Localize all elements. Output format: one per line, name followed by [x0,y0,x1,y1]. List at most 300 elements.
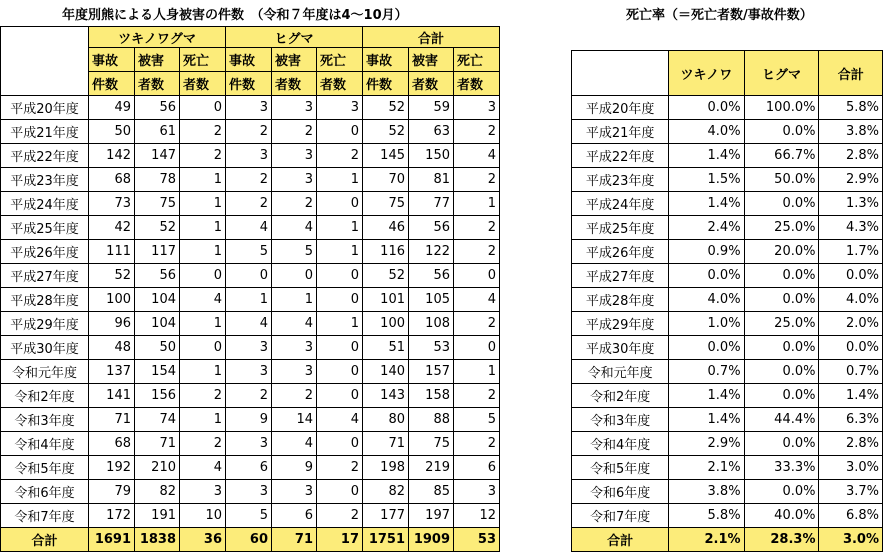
data-cell: 56 [409,264,454,288]
data-cell: 70 [363,168,409,192]
data-cell: 2.4% [669,216,744,240]
data-cell: 150 [409,144,454,168]
row-label: 令和4年度 [572,432,669,456]
data-cell: 44.4% [744,408,819,432]
rate-header-tsukinowa: ツキノワ [669,51,744,96]
row-label: 令和元年度 [1,360,89,384]
data-cell: 50 [135,336,180,360]
rate-row [572,312,883,336]
data-cell: 4 [454,144,500,168]
data-cell: 36 [180,528,226,552]
data-cell: 1 [180,192,226,216]
sub-header-top: 事故 [363,48,409,72]
table-row [1,168,500,192]
rate-row-total [572,528,883,552]
data-cell: 111 [89,240,135,264]
data-cell: 2 [226,168,272,192]
data-cell: 2.8% [819,432,883,456]
data-cell: 50 [89,120,135,144]
rate-row [572,288,883,312]
data-cell: 0.0% [669,264,744,288]
data-cell: 56 [135,96,180,120]
data-cell: 3 [454,480,500,504]
data-cell: 0.0% [744,264,819,288]
data-cell: 3 [226,360,272,384]
data-cell: 0 [317,264,363,288]
data-cell: 0 [317,432,363,456]
data-cell: 4 [317,408,363,432]
rate-row [572,384,883,408]
data-cell: 5 [226,240,272,264]
table-row [1,384,500,408]
rate-row [572,408,883,432]
data-cell: 0.0% [744,192,819,216]
table-row [1,240,500,264]
data-cell: 0.0% [669,336,744,360]
rate-row [572,336,883,360]
data-cell: 1 [180,408,226,432]
data-cell: 25.0% [744,312,819,336]
row-label: 合計 [572,528,669,552]
row-label: 平成27年度 [572,264,669,288]
data-cell: 2 [226,120,272,144]
data-cell: 59 [409,96,454,120]
data-cell: 1 [454,192,500,216]
data-cell: 4 [180,456,226,480]
data-cell: 0 [180,96,226,120]
data-cell: 71 [89,408,135,432]
data-cell: 63 [409,120,454,144]
data-cell: 140 [363,360,409,384]
data-cell: 197 [409,504,454,528]
row-label: 令和5年度 [1,456,89,480]
data-cell: 0.0% [744,360,819,384]
data-cell: 10 [180,504,226,528]
main-table-title: 年度別熊による人身被害の件数 （令和７年度は4～10月） [62,8,408,23]
data-cell: 75 [135,192,180,216]
sub-header-top: 被害 [409,48,454,72]
row-label: 令和2年度 [1,384,89,408]
sub-header-bottom: 件数 [226,72,272,96]
rate-row [572,264,883,288]
rate-row [572,192,883,216]
data-cell: 3 [272,144,317,168]
group-header-total: 合計 [363,27,500,48]
data-cell: 68 [89,432,135,456]
data-cell: 3 [226,432,272,456]
data-cell: 1.7% [819,240,883,264]
row-label: 平成28年度 [572,288,669,312]
data-cell: 2 [454,168,500,192]
injury-count-table [0,26,500,552]
data-cell: 52 [363,96,409,120]
data-cell: 2 [454,384,500,408]
data-cell: 6.3% [819,408,883,432]
data-cell: 6.8% [819,504,883,528]
row-label: 平成23年度 [572,168,669,192]
row-label: 平成22年度 [572,144,669,168]
data-cell: 1 [180,216,226,240]
row-label: 令和3年度 [572,408,669,432]
data-cell: 2 [180,144,226,168]
row-label: 平成25年度 [1,216,89,240]
data-cell: 0 [317,120,363,144]
data-cell: 191 [135,504,180,528]
data-cell: 25.0% [744,216,819,240]
data-cell: 1751 [363,528,409,552]
data-cell: 73 [89,192,135,216]
table-row [1,360,500,384]
data-cell: 6 [226,456,272,480]
row-label: 令和6年度 [1,480,89,504]
data-cell: 137 [89,360,135,384]
data-cell: 0 [317,360,363,384]
data-cell: 3 [272,168,317,192]
data-cell: 1.5% [669,168,744,192]
data-cell: 49 [89,96,135,120]
data-cell: 75 [409,432,454,456]
table-row [1,96,500,120]
data-cell: 0 [317,480,363,504]
data-cell: 141 [89,384,135,408]
table-row [1,336,500,360]
data-cell: 2.1% [669,528,744,552]
data-cell: 3 [226,144,272,168]
row-label: 平成27年度 [1,264,89,288]
row-label: 平成24年度 [1,192,89,216]
data-cell: 75 [363,192,409,216]
data-cell: 1 [180,312,226,336]
data-cell: 0 [226,264,272,288]
data-cell: 4 [272,312,317,336]
data-cell: 33.3% [744,456,819,480]
data-cell: 48 [89,336,135,360]
rate-row [572,96,883,120]
data-cell: 12 [454,504,500,528]
data-cell: 2 [454,240,500,264]
data-cell: 1909 [409,528,454,552]
sub-header-top: 死亡 [454,48,500,72]
data-cell: 116 [363,240,409,264]
data-cell: 108 [409,312,454,336]
data-cell: 1 [317,216,363,240]
data-cell: 4 [226,312,272,336]
table-row [1,192,500,216]
data-cell: 2.9% [669,432,744,456]
data-cell: 101 [363,288,409,312]
sub-header-top: 被害 [272,48,317,72]
data-cell: 80 [363,408,409,432]
data-cell: 100 [363,312,409,336]
row-label: 平成30年度 [572,336,669,360]
sub-header-bottom: 者数 [454,72,500,96]
sub-header-top: 事故 [226,48,272,72]
data-cell: 66.7% [744,144,819,168]
data-cell: 40.0% [744,504,819,528]
data-cell: 56 [409,216,454,240]
data-cell: 0.0% [669,96,744,120]
table-row [1,312,500,336]
data-cell: 2 [272,384,317,408]
data-cell: 51 [363,336,409,360]
data-cell: 3.8% [819,120,883,144]
data-cell: 71 [363,432,409,456]
data-cell: 3 [272,480,317,504]
fatality-rate-table [571,50,883,552]
data-cell: 3.0% [819,528,883,552]
data-cell: 4 [272,216,317,240]
row-label: 平成25年度 [572,216,669,240]
data-cell: 4.0% [669,288,744,312]
data-cell: 82 [363,480,409,504]
data-cell: 210 [135,456,180,480]
rate-row [572,360,883,384]
data-cell: 198 [363,456,409,480]
table-row [1,408,500,432]
data-cell: 104 [135,312,180,336]
data-cell: 52 [363,264,409,288]
data-cell: 9 [272,456,317,480]
data-cell: 1 [317,312,363,336]
data-cell: 104 [135,288,180,312]
rate-header-total: 合計 [819,51,883,96]
sub-header-bottom: 者数 [135,72,180,96]
data-cell: 1 [226,288,272,312]
data-cell: 61 [135,120,180,144]
data-cell: 4.0% [819,288,883,312]
data-cell: 3 [317,96,363,120]
data-cell: 3.7% [819,480,883,504]
data-cell: 0 [317,384,363,408]
row-label: 合計 [1,528,89,552]
data-cell: 1 [180,240,226,264]
row-label: 令和2年度 [572,384,669,408]
data-cell: 5 [454,408,500,432]
sub-header-bottom: 者数 [272,72,317,96]
data-cell: 52 [89,264,135,288]
data-cell: 88 [409,408,454,432]
data-cell: 147 [135,144,180,168]
data-cell: 53 [409,336,454,360]
data-cell: 3 [454,96,500,120]
data-cell: 2 [272,192,317,216]
data-cell: 50.0% [744,168,819,192]
data-cell: 2 [226,192,272,216]
rate-row [572,144,883,168]
rate-row [572,240,883,264]
data-cell: 4.0% [669,120,744,144]
data-cell: 28.3% [744,528,819,552]
data-cell: 0.9% [669,240,744,264]
data-cell: 105 [409,288,454,312]
group-header-higuma: ヒグマ [226,27,363,48]
data-cell: 3.0% [819,456,883,480]
data-cell: 2.9% [819,168,883,192]
row-label: 平成29年度 [1,312,89,336]
data-cell: 2 [272,120,317,144]
table-row [1,264,500,288]
data-cell: 3 [180,480,226,504]
sub-header-bottom: 件数 [89,72,135,96]
data-cell: 2 [180,120,226,144]
group-header-row [1,27,500,48]
rate-row [572,216,883,240]
row-label: 平成26年度 [572,240,669,264]
data-cell: 145 [363,144,409,168]
data-cell: 192 [89,456,135,480]
data-cell: 3 [272,96,317,120]
row-label: 平成21年度 [1,120,89,144]
rate-row [572,456,883,480]
data-cell: 1691 [89,528,135,552]
data-cell: 0.0% [744,336,819,360]
data-cell: 46 [363,216,409,240]
rate-header-higuma: ヒグマ [744,51,819,96]
data-cell: 100.0% [744,96,819,120]
rate-header-row [572,51,883,96]
data-cell: 74 [135,408,180,432]
data-cell: 1 [272,288,317,312]
data-cell: 3 [226,480,272,504]
data-cell: 2 [180,384,226,408]
data-cell: 2.8% [819,144,883,168]
data-cell: 42 [89,216,135,240]
data-cell: 1.3% [819,192,883,216]
data-cell: 5.8% [819,96,883,120]
table-row [1,480,500,504]
data-cell: 3.8% [669,480,744,504]
data-cell: 53 [454,528,500,552]
data-cell: 0 [317,288,363,312]
data-cell: 78 [135,168,180,192]
data-cell: 4 [226,216,272,240]
data-cell: 0 [317,192,363,216]
data-cell: 2 [454,216,500,240]
table-row [1,144,500,168]
data-cell: 5 [226,504,272,528]
data-cell: 1.4% [669,408,744,432]
sub-header-bottom: 者数 [180,72,226,96]
rate-row [572,504,883,528]
data-cell: 0 [454,336,500,360]
row-label: 令和5年度 [572,456,669,480]
data-cell: 0.0% [744,384,819,408]
data-cell: 0 [272,264,317,288]
data-cell: 2 [317,456,363,480]
sub-header-top: 被害 [135,48,180,72]
data-cell: 2 [317,504,363,528]
sub-header-bottom: 件数 [363,72,409,96]
corner-cell [1,27,89,96]
data-cell: 4 [180,288,226,312]
rate-row [572,168,883,192]
data-cell: 2 [226,384,272,408]
table-row-total [1,528,500,552]
data-cell: 0.0% [744,480,819,504]
data-cell: 1 [317,240,363,264]
data-cell: 2 [454,312,500,336]
data-cell: 1.0% [669,312,744,336]
data-cell: 1.4% [819,384,883,408]
data-cell: 71 [272,528,317,552]
data-cell: 177 [363,504,409,528]
data-cell: 0.0% [744,432,819,456]
data-cell: 4 [272,432,317,456]
group-header-tsukinowa: ツキノワグマ [89,27,226,48]
row-label: 令和元年度 [572,360,669,384]
data-cell: 85 [409,480,454,504]
data-cell: 4 [454,288,500,312]
data-cell: 219 [409,456,454,480]
data-cell: 0.7% [819,360,883,384]
sub-header-top: 死亡 [180,48,226,72]
row-label: 平成23年度 [1,168,89,192]
data-cell: 2 [454,120,500,144]
data-cell: 157 [409,360,454,384]
data-cell: 1.4% [669,384,744,408]
data-cell: 156 [135,384,180,408]
data-cell: 1838 [135,528,180,552]
rate-table-title: 死亡率（＝死亡者数/事故件数） [626,8,813,23]
sub-header-top: 事故 [89,48,135,72]
row-label: 平成26年度 [1,240,89,264]
data-cell: 6 [454,456,500,480]
data-cell: 0 [317,336,363,360]
data-cell: 5 [272,240,317,264]
data-cell: 14 [272,408,317,432]
row-label: 令和7年度 [1,504,89,528]
sub-header-top: 死亡 [317,48,363,72]
data-cell: 142 [89,144,135,168]
table-row [1,216,500,240]
table-row [1,504,500,528]
data-cell: 17 [317,528,363,552]
data-cell: 0.0% [819,264,883,288]
data-cell: 6 [272,504,317,528]
data-cell: 154 [135,360,180,384]
data-cell: 2 [454,432,500,456]
data-cell: 0.0% [744,120,819,144]
data-cell: 158 [409,384,454,408]
row-label: 令和6年度 [572,480,669,504]
data-cell: 5.8% [669,504,744,528]
row-label: 平成21年度 [572,120,669,144]
data-cell: 172 [89,504,135,528]
table-row [1,288,500,312]
data-cell: 2.0% [819,312,883,336]
table-row [1,120,500,144]
row-label: 令和3年度 [1,408,89,432]
data-cell: 1 [180,360,226,384]
data-cell: 3 [226,336,272,360]
rate-corner-cell [572,51,669,96]
data-cell: 117 [135,240,180,264]
data-cell: 2 [180,432,226,456]
rate-row [572,432,883,456]
row-label: 平成24年度 [572,192,669,216]
data-cell: 0 [454,264,500,288]
data-cell: 20.0% [744,240,819,264]
row-label: 令和4年度 [1,432,89,456]
data-cell: 82 [135,480,180,504]
row-label: 平成28年度 [1,288,89,312]
data-cell: 2 [317,144,363,168]
row-label: 平成20年度 [1,96,89,120]
data-cell: 122 [409,240,454,264]
sub-header-bottom: 者数 [317,72,363,96]
data-cell: 52 [363,120,409,144]
data-cell: 56 [135,264,180,288]
